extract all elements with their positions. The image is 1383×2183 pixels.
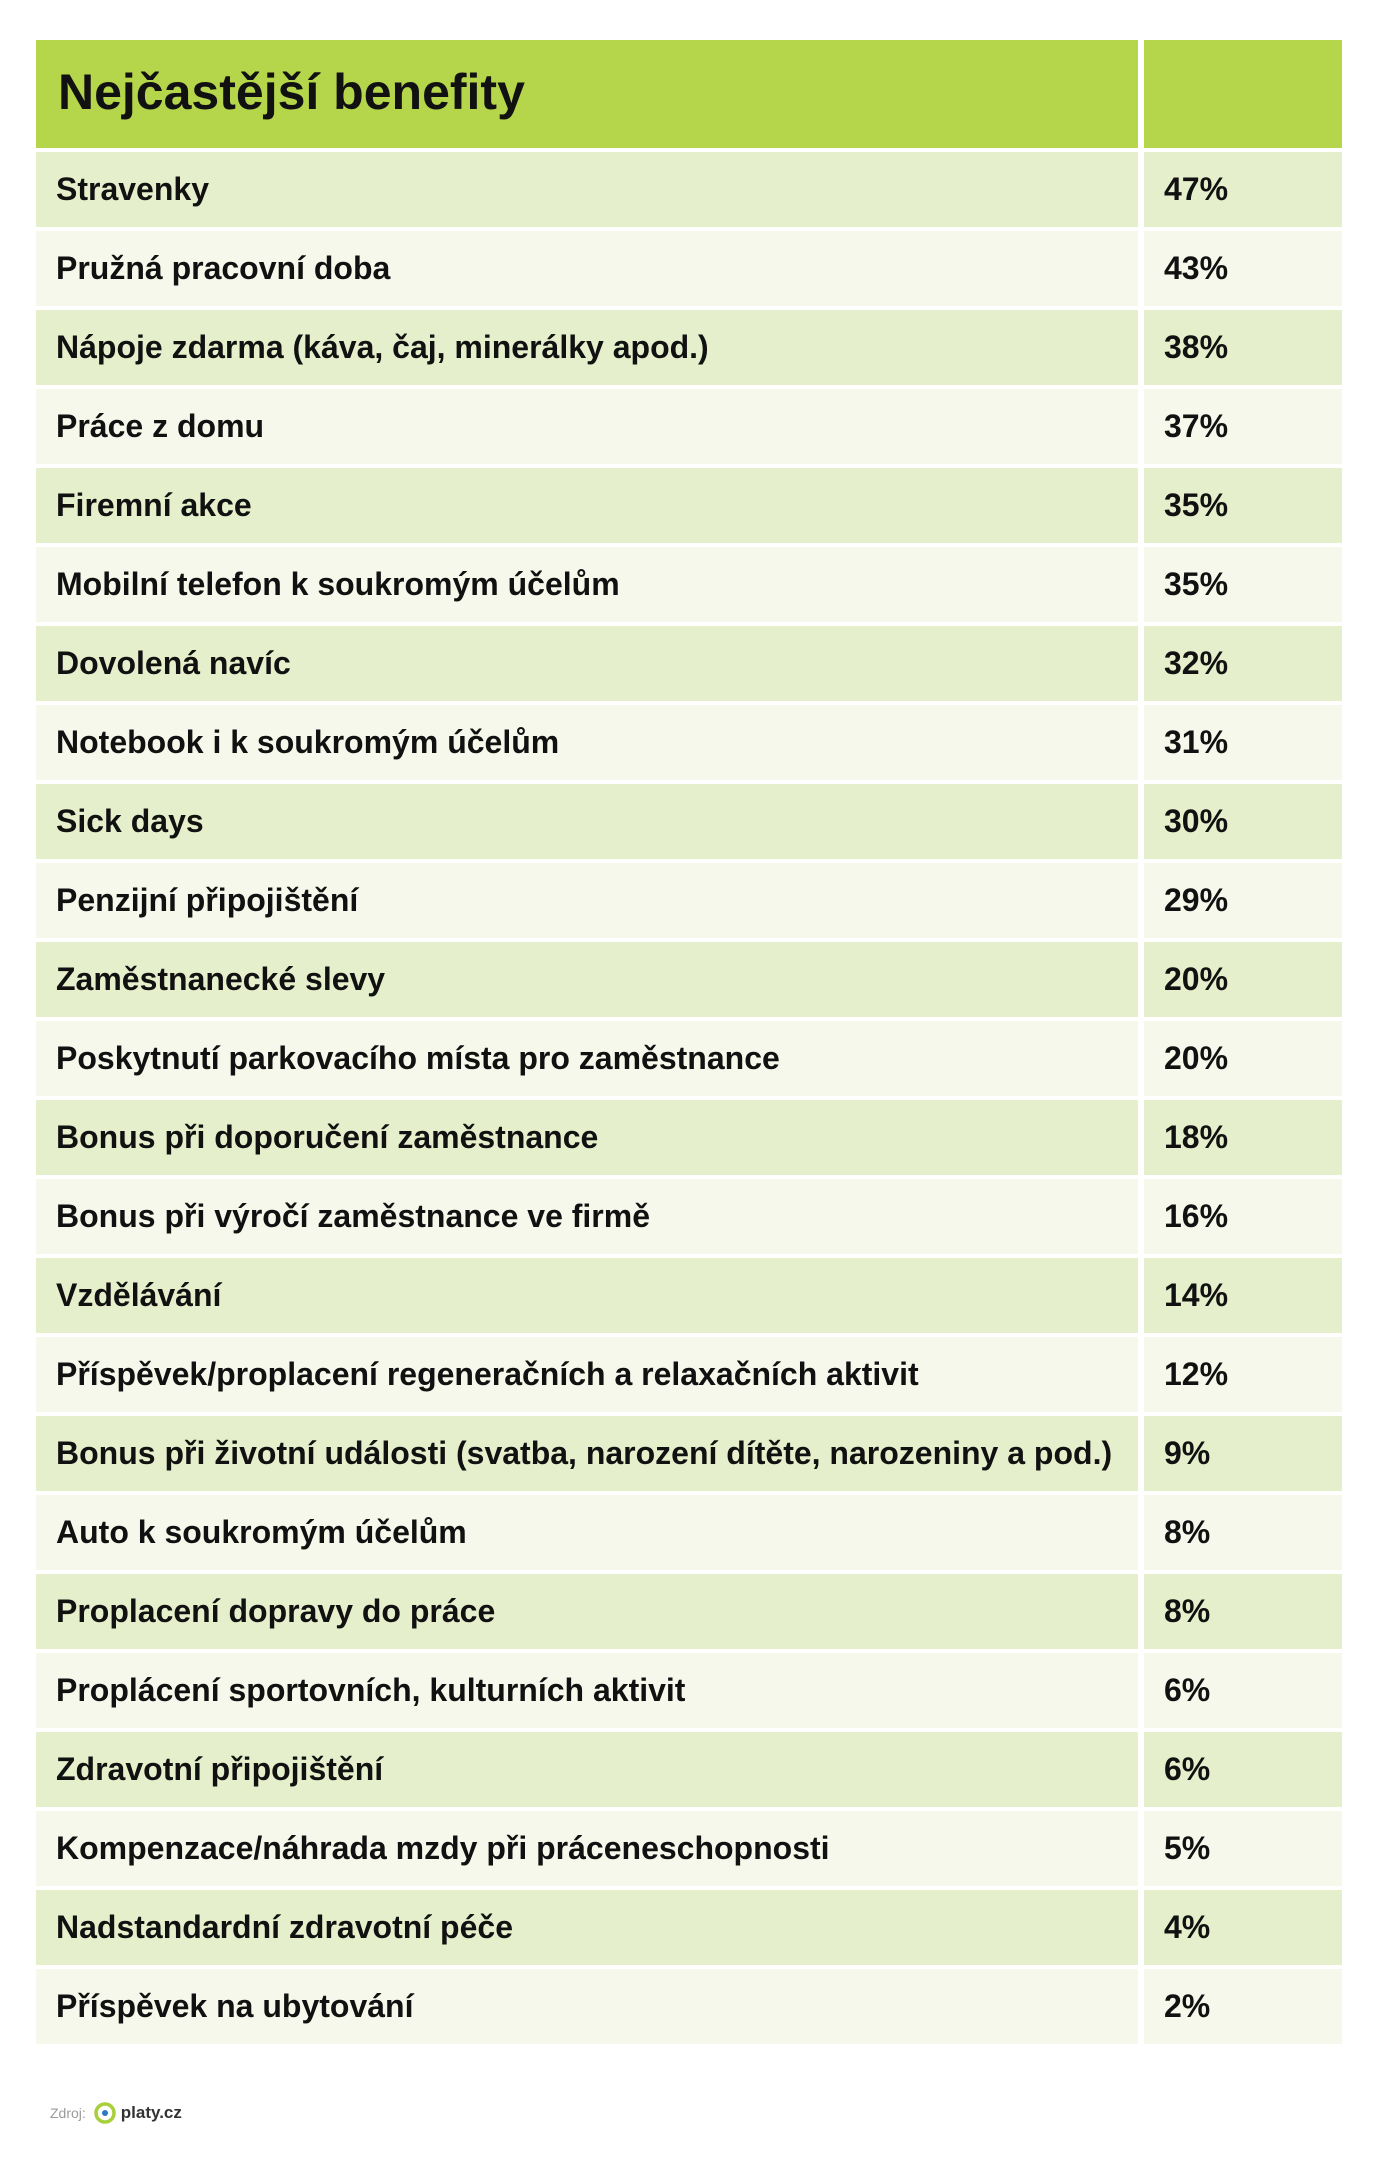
benefits-table (36, 40, 1342, 2048)
benefit-label: Příspěvek/proplacení regeneračních a relaxačních aktivit (36, 1337, 1138, 1412)
table-row (36, 1100, 1342, 1175)
benefit-label: Dovolená navíc (36, 626, 1138, 701)
table-row (36, 152, 1342, 227)
benefit-value: 47% (1144, 152, 1342, 227)
benefit-value: 14% (1144, 1258, 1342, 1333)
benefit-value: 9% (1144, 1416, 1342, 1491)
benefit-label: Firemní akce (36, 468, 1138, 543)
benefit-label: Nápoje zdarma (káva, čaj, minerálky apod.) (36, 310, 1138, 385)
table-body (36, 152, 1342, 2044)
source-credit (50, 2100, 182, 2126)
benefit-label: Proplacení dopravy do práce (36, 1574, 1138, 1649)
benefit-label: Stravenky (36, 152, 1138, 227)
table-row (36, 1495, 1342, 1570)
benefit-value: 20% (1144, 942, 1342, 1017)
benefit-label: Zdravotní připojištění (36, 1732, 1138, 1807)
benefit-label: Nadstandardní zdravotní péče (36, 1890, 1138, 1965)
table-row (36, 863, 1342, 938)
header-value-cell (1144, 40, 1342, 148)
logo-text: platy.cz (120, 2103, 182, 2122)
benefit-value: 20% (1144, 1021, 1342, 1096)
table-row (36, 1179, 1342, 1254)
table-row (36, 1574, 1342, 1649)
benefit-value: 8% (1144, 1495, 1342, 1570)
benefit-label: Bonus při doporučení zaměstnance (36, 1100, 1138, 1175)
benefit-value: 43% (1144, 231, 1342, 306)
table-row (36, 1811, 1342, 1886)
benefit-label: Notebook i k soukromým účelům (36, 705, 1138, 780)
table-header (36, 40, 1342, 148)
platy-logo (92, 2100, 182, 2126)
table-row (36, 1337, 1342, 1412)
benefit-value: 5% (1144, 1811, 1342, 1886)
benefit-label: Příspěvek na ubytování (36, 1969, 1138, 2044)
table-row (36, 231, 1342, 306)
benefit-value: 12% (1144, 1337, 1342, 1412)
table-row (36, 626, 1342, 701)
table-row (36, 547, 1342, 622)
benefit-label: Mobilní telefon k soukromým účelům (36, 547, 1138, 622)
benefit-value: 6% (1144, 1653, 1342, 1728)
table-row (36, 1021, 1342, 1096)
table-row (36, 705, 1342, 780)
benefit-value: 16% (1144, 1179, 1342, 1254)
benefit-value: 18% (1144, 1100, 1342, 1175)
table-row (36, 1258, 1342, 1333)
table-row (36, 784, 1342, 859)
benefit-value: 35% (1144, 468, 1342, 543)
table-title: Nejčastější benefity (36, 40, 1138, 148)
benefit-label: Auto k soukromým účelům (36, 1495, 1138, 1570)
table-row (36, 1969, 1342, 2044)
benefit-label: Pružná pracovní doba (36, 231, 1138, 306)
benefit-value: 38% (1144, 310, 1342, 385)
benefit-label: Bonus při výročí zaměstnance ve firmě (36, 1179, 1138, 1254)
benefit-label: Vzdělávání (36, 1258, 1138, 1333)
benefit-label: Sick days (36, 784, 1138, 859)
benefit-value: 37% (1144, 389, 1342, 464)
benefit-label: Zaměstnanecké slevy (36, 942, 1138, 1017)
benefit-label: Práce z domu (36, 389, 1138, 464)
table-row (36, 1732, 1342, 1807)
benefit-value: 31% (1144, 705, 1342, 780)
table-row (36, 1653, 1342, 1728)
benefit-label: Penzijní připojištění (36, 863, 1138, 938)
benefit-value: 32% (1144, 626, 1342, 701)
benefit-label: Kompenzace/náhrada mzdy při práceneschopnosti (36, 1811, 1138, 1886)
table-row (36, 1416, 1342, 1491)
benefit-value: 2% (1144, 1969, 1342, 2044)
table-row (36, 468, 1342, 543)
benefit-value: 35% (1144, 547, 1342, 622)
table-row (36, 389, 1342, 464)
benefit-value: 29% (1144, 863, 1342, 938)
table-row (36, 942, 1342, 1017)
benefit-label: Poskytnutí parkovacího místa pro zaměstnance (36, 1021, 1138, 1096)
benefit-value: 6% (1144, 1732, 1342, 1807)
benefit-label: Bonus při životní události (svatba, narození dítěte, narozeniny a pod.) (36, 1416, 1138, 1491)
table-row (36, 310, 1342, 385)
source-label: Zdroj: (50, 2105, 86, 2121)
benefit-value: 30% (1144, 784, 1342, 859)
benefit-value: 8% (1144, 1574, 1342, 1649)
benefit-label: Proplácení sportovních, kulturních aktivit (36, 1653, 1138, 1728)
table-row (36, 1890, 1342, 1965)
benefit-value: 4% (1144, 1890, 1342, 1965)
platy-logo-icon (92, 2100, 118, 2126)
